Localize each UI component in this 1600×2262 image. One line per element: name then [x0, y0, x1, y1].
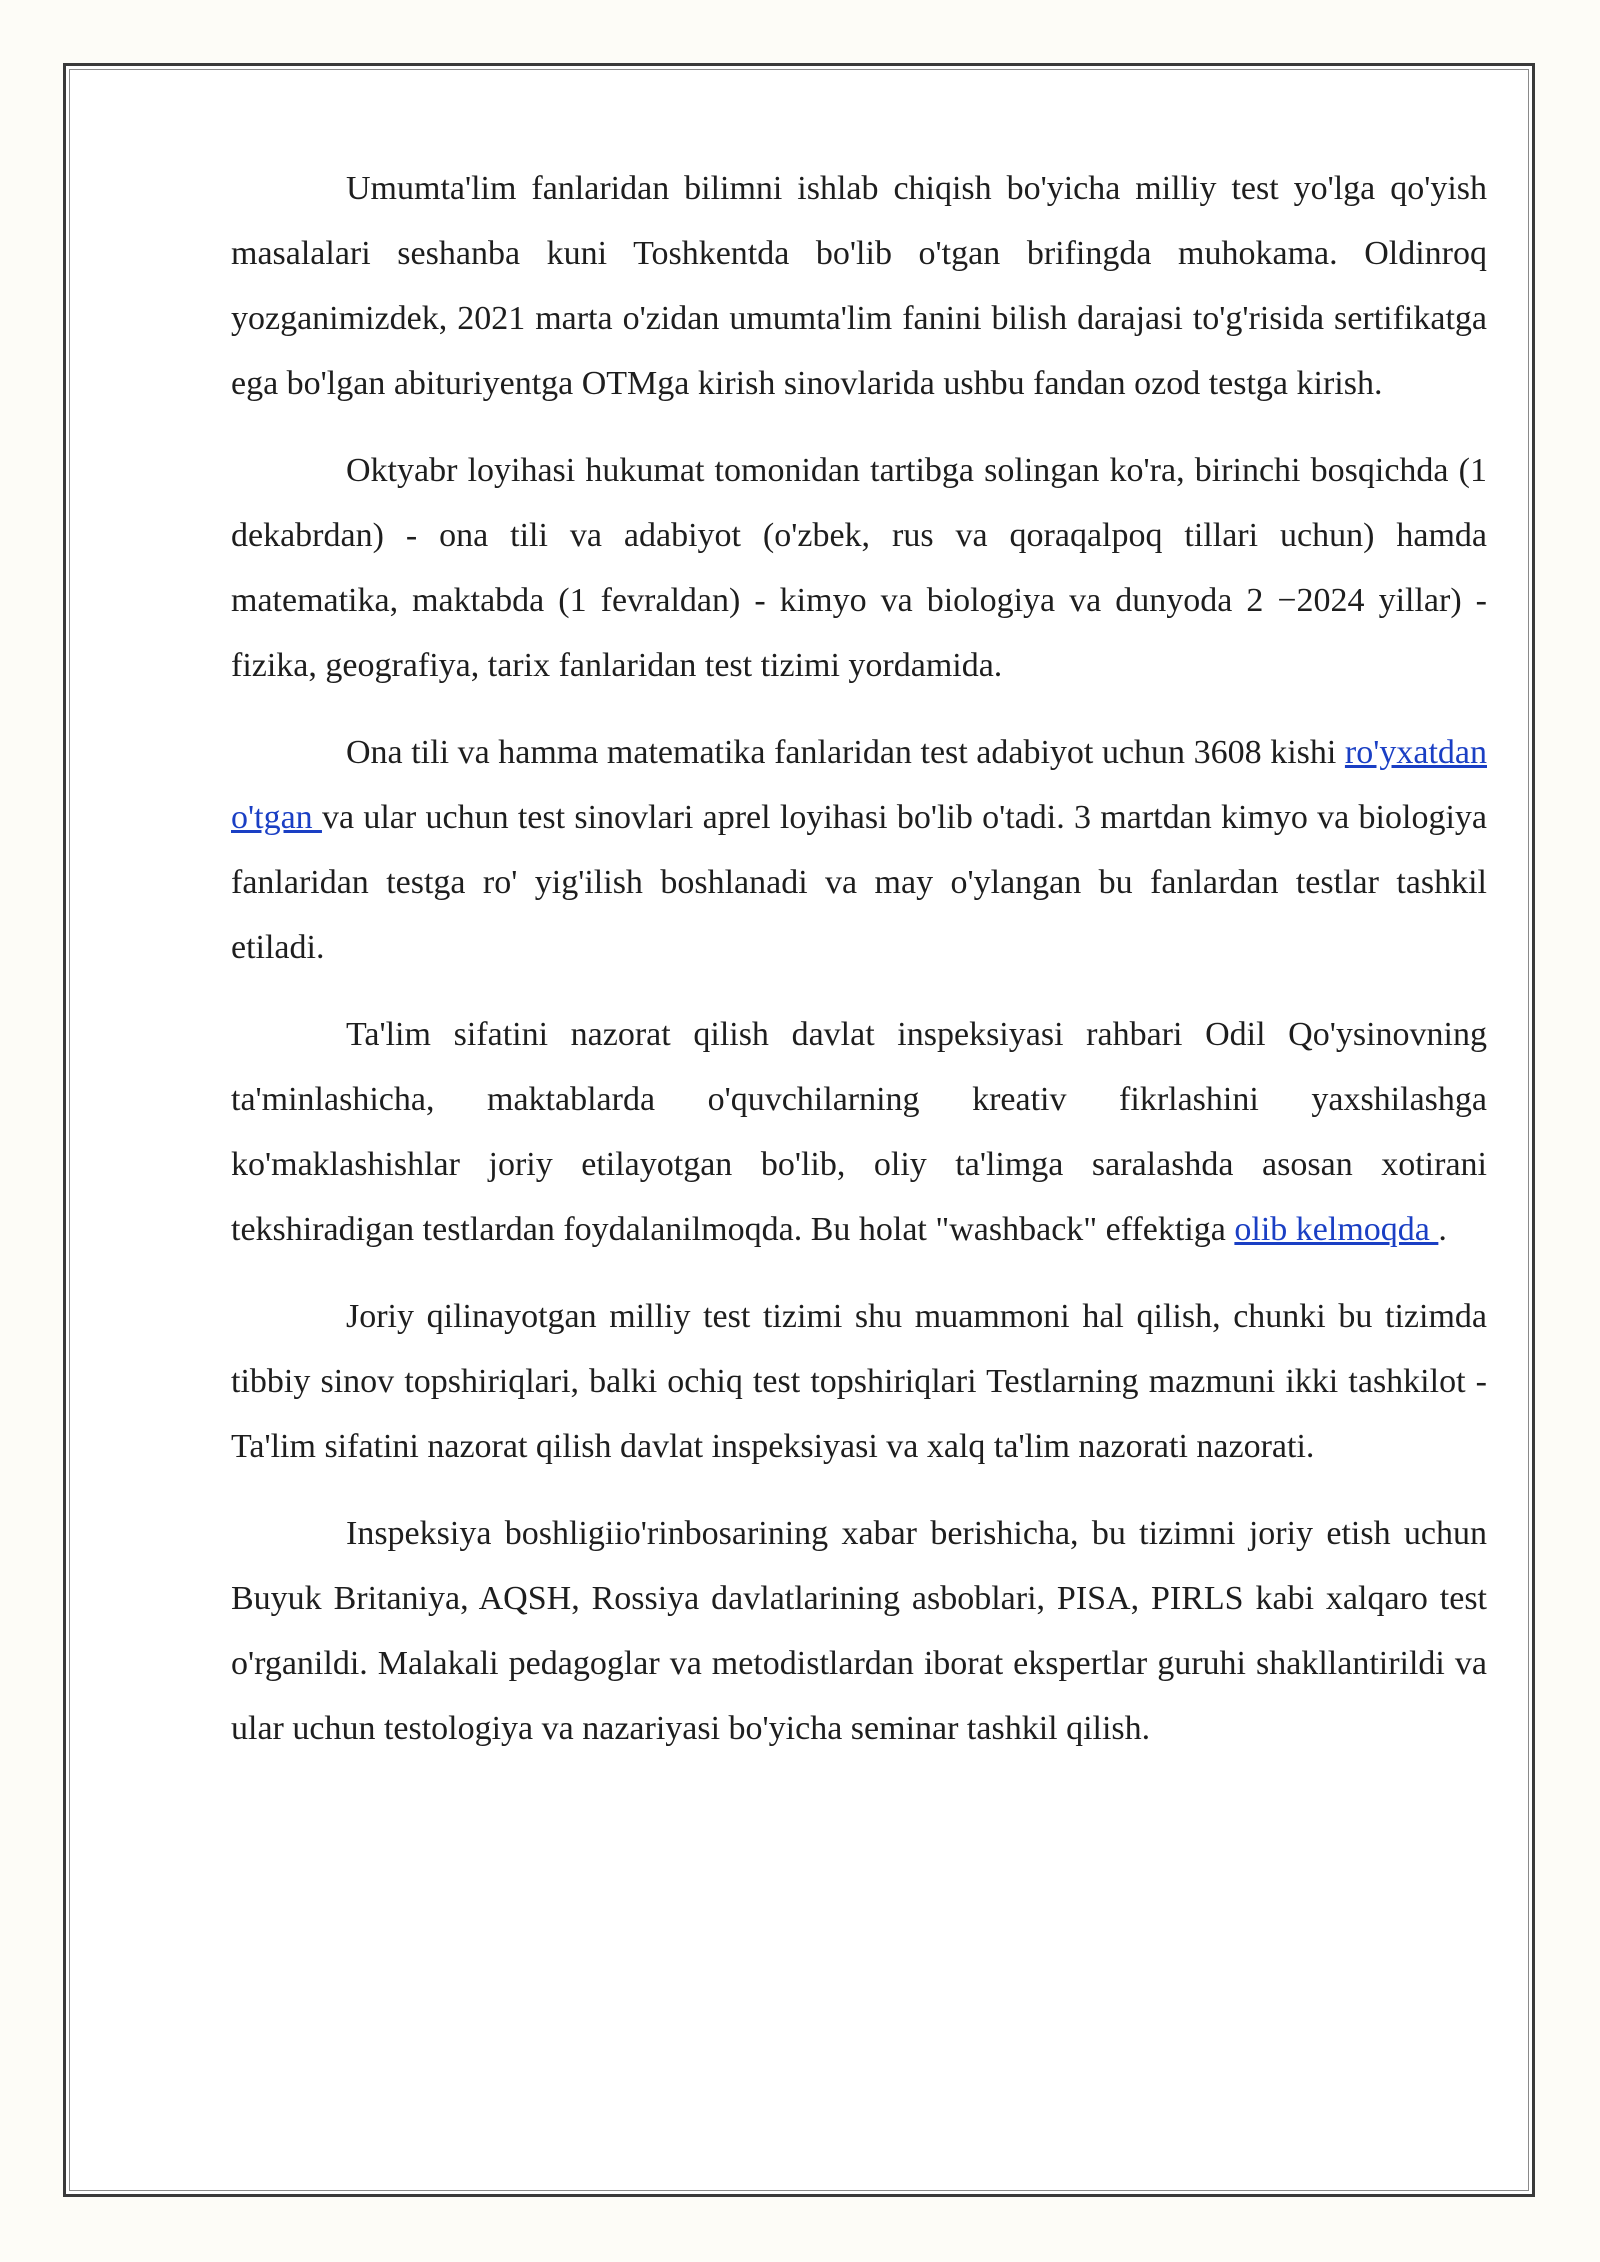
leading-to-link[interactable]: olib kelmoqda: [1234, 1211, 1439, 1248]
paragraph-3-text-before: Ona tili va hamma matematika fanlaridan test adabiyot uchun 3608 kishi: [346, 734, 1345, 771]
paragraph-5: Joriy qilinayotgan milliy test tizimi shu muammoni hal qilish, chunki bu tizimda tibbiy sinov topshiriqlari, balki ochiq test topshiriqlari Testlarning mazmuni ikki tashkilot - Ta'lim sifatini nazorat qilish davlat inspeksiyasi va xalq ta'lim nazorati nazorati.: [231, 1298, 1487, 1465]
paragraph-2: Oktyabr loyihasi hukumat tomonidan tartibga solingan ko'ra, birinchi bosqichda (1 dekabrdan) - ona tili va adabiyot (o'zbek, rus va qoraqalpoq tillari uchun) hamda matematika, maktabda (1 fevraldan) - kimyo va biologiya va dunyoda 2 −2024 yillar) - fizika, geografiya, tarix fanlaridan test tizimi yordamida.: [231, 452, 1487, 684]
paragraph-4-text-after: .: [1438, 1211, 1447, 1248]
page-frame: [63, 63, 1535, 2197]
paragraph-4-text-before: Ta'lim sifatini nazorat qilish davlat inspeksiyasi rahbari Odil Qo'ysinovning ta'minlashicha, maktablarda o'quvchilarning kreativ fikrlashini yaxshilashga ko'maklashishlar joriy etilayotgan bo'lib, oliy ta'limga saralashda asosan xotirani tekshiradigan testlardan foydalanilmoqda. Bu holat "washback" effektiga: [231, 1016, 1487, 1248]
paragraph-3-text-after: va ular uchun test sinovlari aprel loyihasi bo'lib o'tadi. 3 martdan kimyo va biologiya fanlaridan testga ro' yig'ilish boshlanadi va may o'ylangan bu fanlardan testlar tashkil etiladi.: [231, 799, 1487, 966]
paragraph-3: [231, 720, 1487, 980]
registered-link[interactable]: ro'yxatdan o'tgan: [231, 734, 1487, 836]
paragraph-4: [231, 1002, 1487, 1262]
paragraph-1: Umumta'lim fanlaridan bilimni ishlab chiqish bo'yicha milliy test yo'lga qo'yish masalalari seshanba kuni Toshkentda bo'lib o'tgan brifingda muhokama. Oldinroq yozganimizdek, 2021 marta o'zidan umumta'lim fanini bilish darajasi to'g'risida sertifikatga ega bo'lgan abituriyentga OTMga kirish sinovlarida ushbu fandan ozod testga kirish.: [231, 170, 1487, 402]
paragraph-6: Inspeksiya boshligiio'rinbosarining xabar berishicha, bu tizimni joriy etish uchun Buyuk Britaniya, AQSH, Rossiya davlatlarining asboblari, PISA, PIRLS kabi xalqaro test o'rganildi. Malakali pedagoglar va metodistlardan iborat ekspertlar guruhi shakllantirildi va ular uchun testologiya va nazariyasi bo'yicha seminar tashkil qilish.: [231, 1515, 1487, 1747]
document-body: [231, 156, 1487, 1783]
